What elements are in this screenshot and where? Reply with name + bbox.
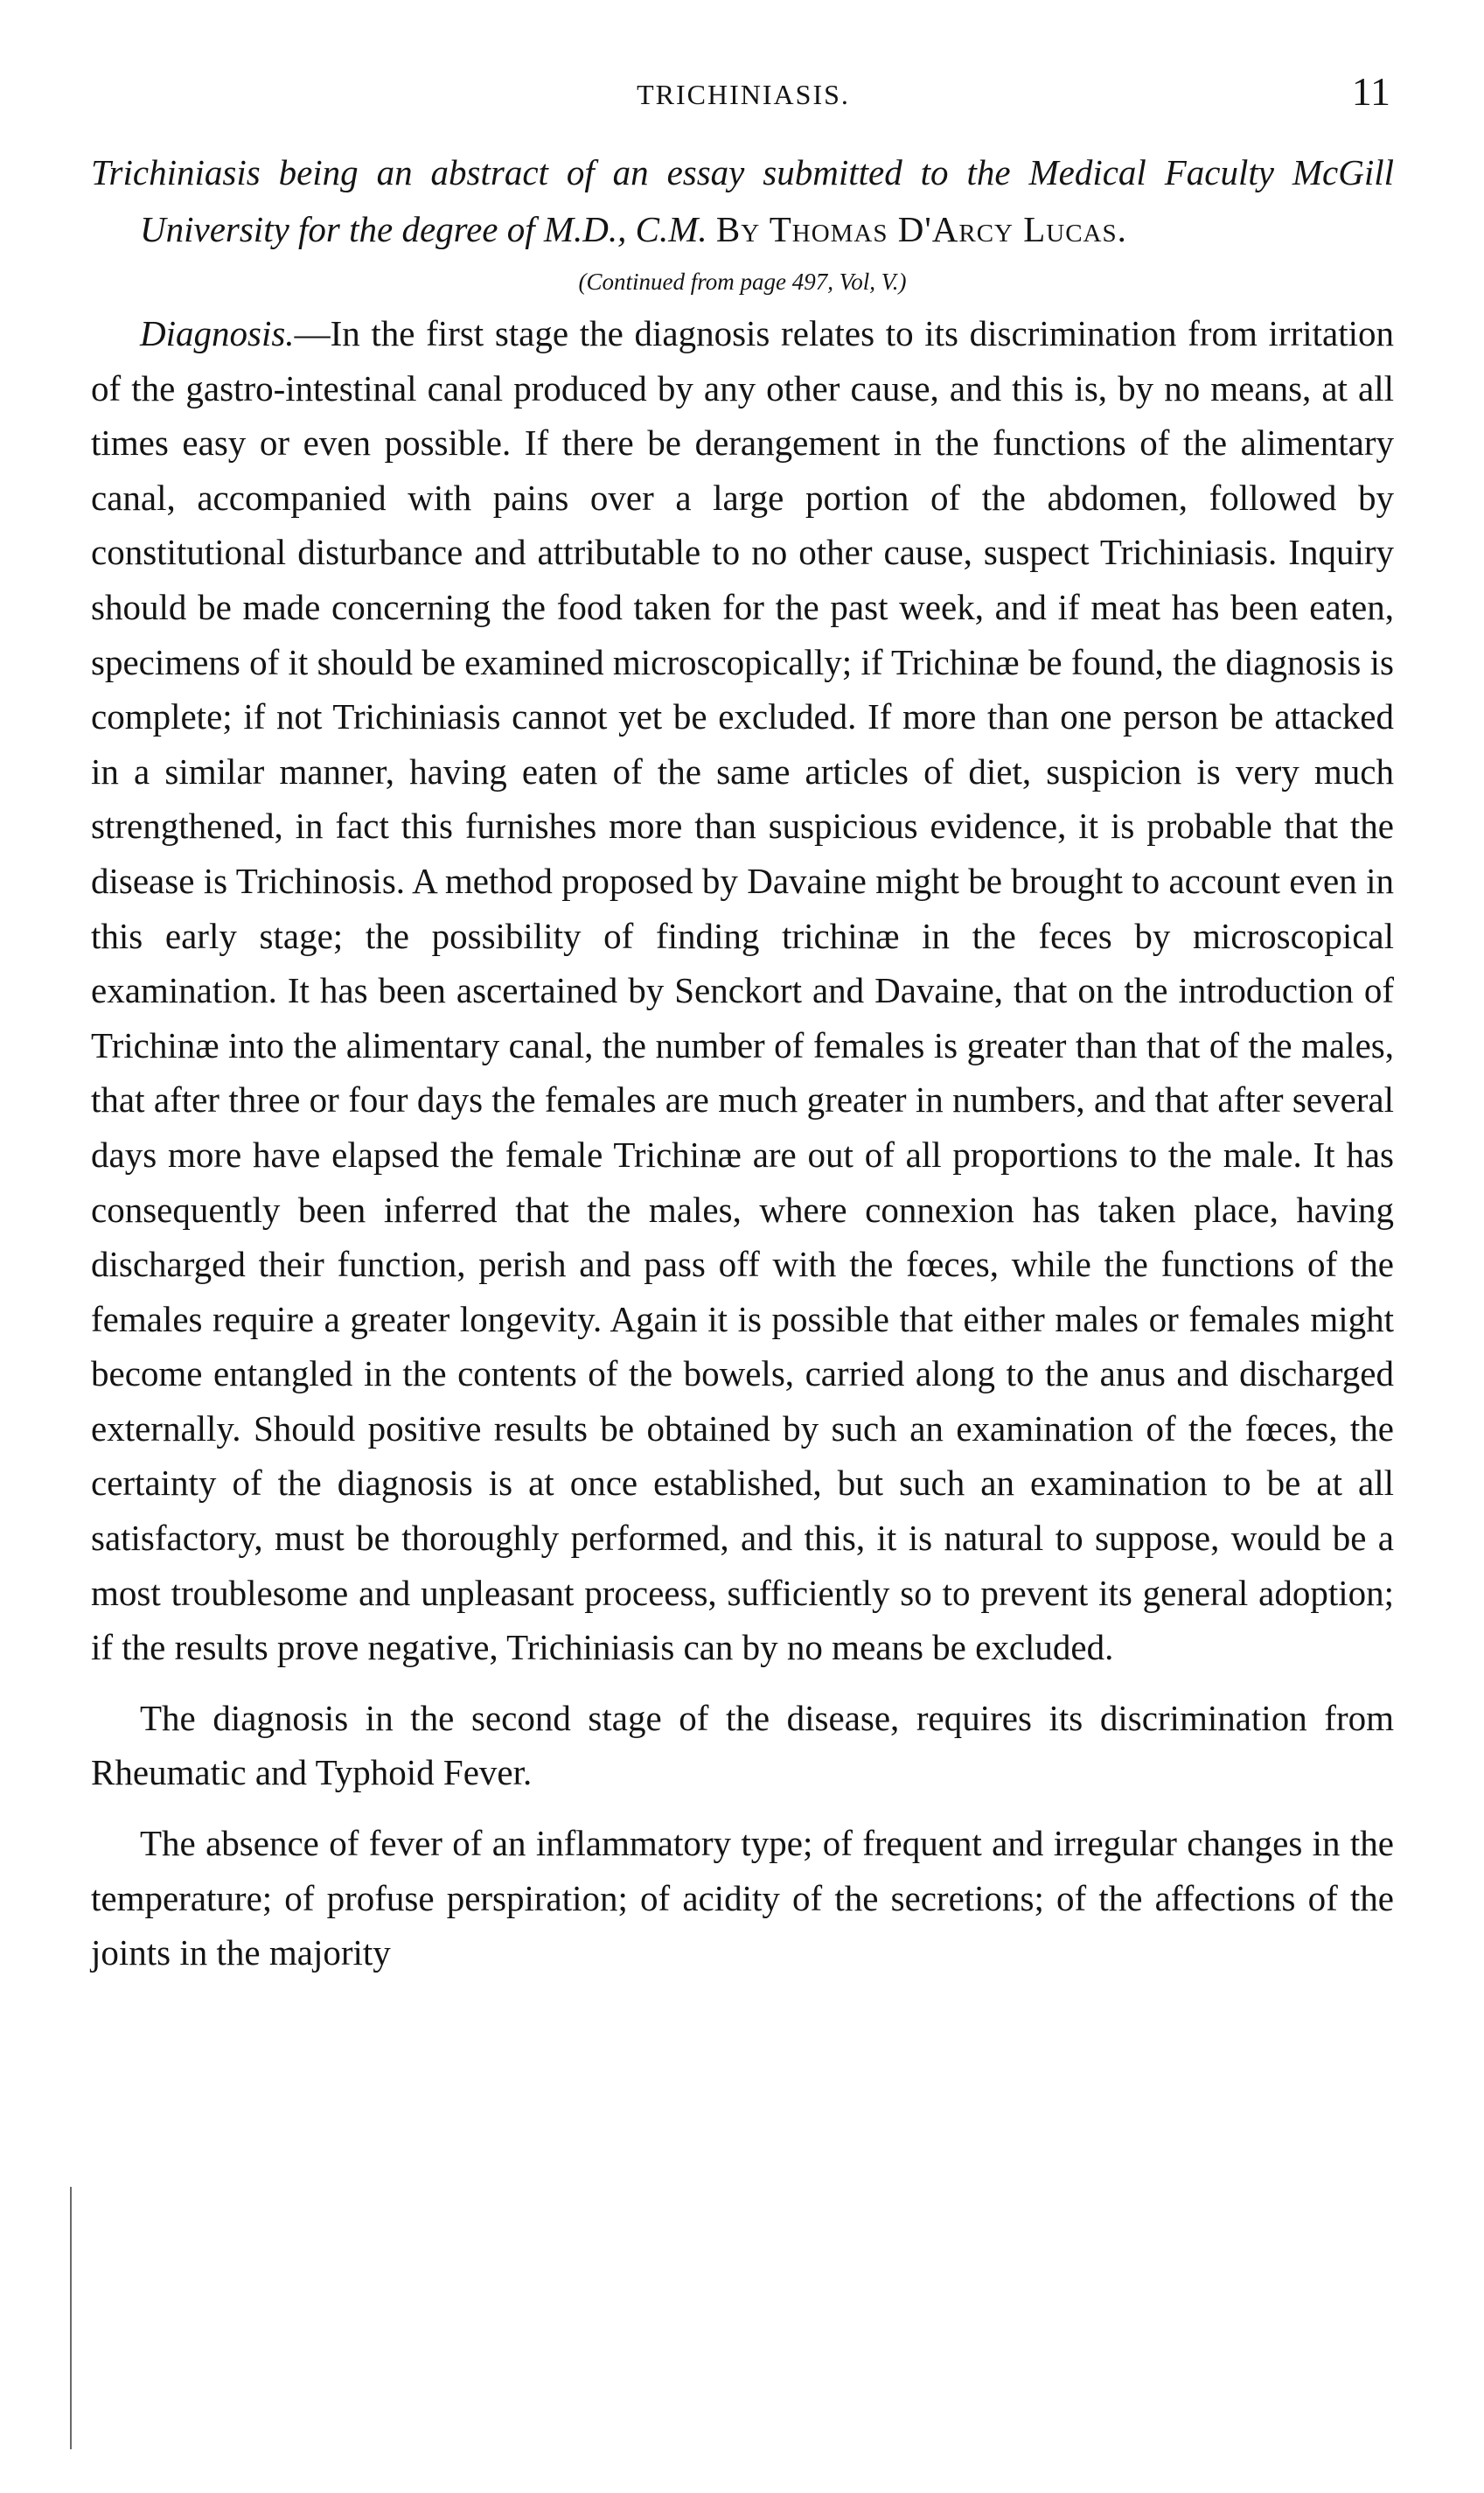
section-lead: Diagnosis.	[140, 313, 295, 353]
paragraph-text: The absence of fever of an inflammatory type; of frequent and irregular changes in the temperature; of profuse perspiration; of acidity of the secretions; of the affections of the joints in the majority	[91, 1823, 1394, 1973]
page-number: 11	[1351, 69, 1390, 114]
article-body	[91, 144, 1394, 1980]
article-title: Trichiniasis being an abstract of an essay submitted to the Medical Faculty McGill University for the degree of M.D., C.M.	[91, 152, 1394, 249]
paragraph-diagnosis	[91, 306, 1394, 1675]
page-header	[96, 68, 1390, 129]
continued-note: (Continued from page 497, Vol, V.)	[578, 269, 907, 295]
article-heading	[91, 144, 1394, 258]
paragraph-absence-of-fever	[91, 1816, 1394, 1980]
margin-rule	[70, 2187, 72, 2449]
article-author: By Thomas D'Arcy Lucas.	[715, 209, 1127, 249]
paragraph-text: The diagnosis in the second stage of the disease, requires its discrimination from Rheumatic and Typhoid Fever.	[91, 1697, 1394, 1793]
paragraph-second-stage	[91, 1691, 1394, 1800]
paragraph-text: —In the first stage the diagnosis relates to its discrimination from irritation of the gastro-intestinal canal produced by any other cause, and this is, by no means, at all times easy or even possible. If there be derangement in the functions of the alimentary canal, accompanied with pains over a large portion of the abdomen, followed by constitutional disturbance and attributable to no other cause, suspect Trichiniasis. Inquiry should be made concerning the food taken for the past week, and if meat has been eaten, specimens of it should be examined microscopically; if Trichinæ be found, the diagnosis is complete; if not Trichiniasis cannot yet be excluded. If more than one person be attacked in a similar manner, having eaten of the same articles of diet, suspicion is very much strengthened, in fact this furnishes more than suspicious evidence, it is probable that the disease is Trichinosis. A method proposed by Davaine might be brought to account even in this early stage; the possibility of finding trichinæ in the feces by microscopical examination. It has been ascertained by Senckort and Davaine, that on the introduction of Trichinæ into the alimentary canal, the number of females is greater than that of the males, that after three or four days the females are much greater in numbers, and that after several days more have elapsed the female Trichinæ are out of all proportions to the male. It has consequently been inferred that the males, where connexion has taken place, having discharged their function, perish and pass off with the fœces, while the functions of the females require a greater longevity. Again it is possible that either males or females might become entangled in the contents of the bowels, carried along to the anus and discharged externally. Should positive results be obtained by such an examination of the fœces, the certainty of the diagnosis is at once established, but such an examination to be at all satisfactory, must be thoroughly performed, and this, it is natural to suppose, would be a most troublesome and unpleasant proceess, sufficiently so to prevent its general adoption; if the results prove negative, Trichiniasis can by no means be excluded.	[91, 313, 1394, 1668]
running-title: TRICHINIASIS.	[637, 79, 850, 110]
